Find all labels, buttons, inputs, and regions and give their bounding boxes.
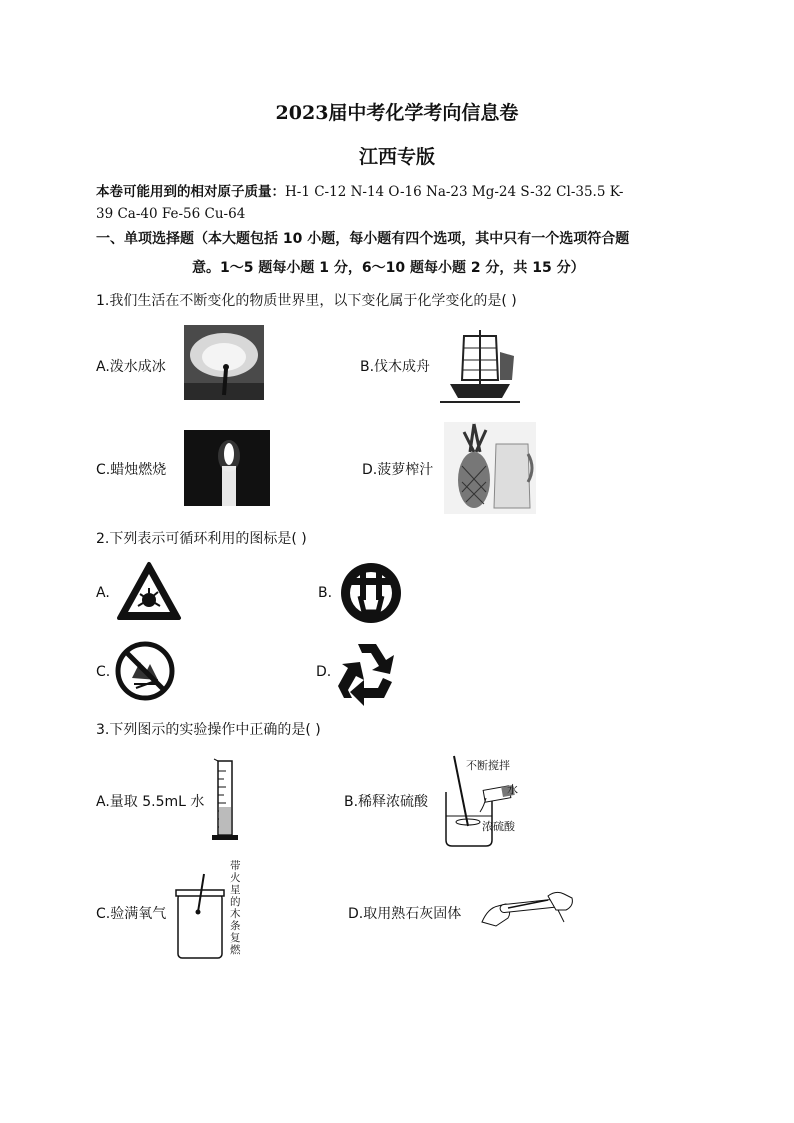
no-burning-icon <box>114 640 176 702</box>
label-splint-relit: 带火星的木条复燃 <box>230 860 241 956</box>
page-title: 2023届中考化学考向信息卷 <box>275 102 519 124</box>
atomic-masses-label: 本卷可能用到的相对原子质量： <box>96 184 285 200</box>
q2-option-c[interactable]: C. <box>96 664 111 680</box>
atomic-masses <box>96 181 706 225</box>
q2-option-b[interactable]: B. <box>318 585 333 601</box>
water-saving-icon <box>336 560 406 626</box>
q1-option-d[interactable]: D.菠萝榨汁 <box>362 462 434 478</box>
solid-sampling-image <box>478 882 578 932</box>
explosive-warning-icon <box>116 560 182 622</box>
candle-image <box>184 430 270 506</box>
q2-option-d[interactable]: D. <box>316 664 332 680</box>
q3-option-a[interactable]: A.量取 5.5mL 水 <box>96 794 205 810</box>
recycle-icon <box>332 638 402 706</box>
atomic-masses-line2: 39 Ca-40 Fe-56 Cu-64 <box>96 206 246 222</box>
graduated-cylinder-image <box>210 757 240 843</box>
label-water: 水 <box>507 783 518 796</box>
q3-option-b[interactable]: B.稀释浓硫酸 <box>344 794 429 810</box>
atomic-masses-line1: H-1 C-12 N-14 O-16 Na-23 Mg-24 S-32 Cl-35.5 K- <box>285 184 624 200</box>
question-2-stem: 2.下列表示可循环利用的图标是( ) <box>96 531 307 547</box>
section-heading: 一、单项选择题（本大题包括 10 小题，每小题有四个选项，其中只有一个选项符合题 <box>96 231 630 247</box>
gas-bottle-image <box>174 872 226 964</box>
label-acid: 浓硫酸 <box>482 820 515 833</box>
label-stir: 不断搅拌 <box>466 759 510 772</box>
q3-option-d[interactable]: D.取用熟石灰固体 <box>348 906 462 922</box>
sailboat-image <box>440 322 520 406</box>
q1-option-b[interactable]: B.伐木成舟 <box>360 359 431 375</box>
q2-option-a[interactable]: A. <box>96 585 110 601</box>
pineapple-juice-image <box>444 422 536 514</box>
q1-option-c[interactable]: C.蜡烛燃烧 <box>96 462 167 478</box>
question-1-stem: 1.我们生活在不断变化的物质世界里，以下变化属于化学变化的是( ) <box>96 293 517 309</box>
question-3-stem: 3.下列图示的实验操作中正确的是( ) <box>96 722 321 738</box>
q1-option-a[interactable]: A.泼水成冰 <box>96 359 166 375</box>
q3-option-c[interactable]: C.验满氧气 <box>96 906 167 922</box>
section-heading-cont: 意。1～5 题每小题 1 分，6～10 题每小题 2 分，共 15 分） <box>192 260 585 276</box>
ice-splash-image <box>184 325 264 400</box>
page-subtitle: 江西专版 <box>358 146 435 168</box>
